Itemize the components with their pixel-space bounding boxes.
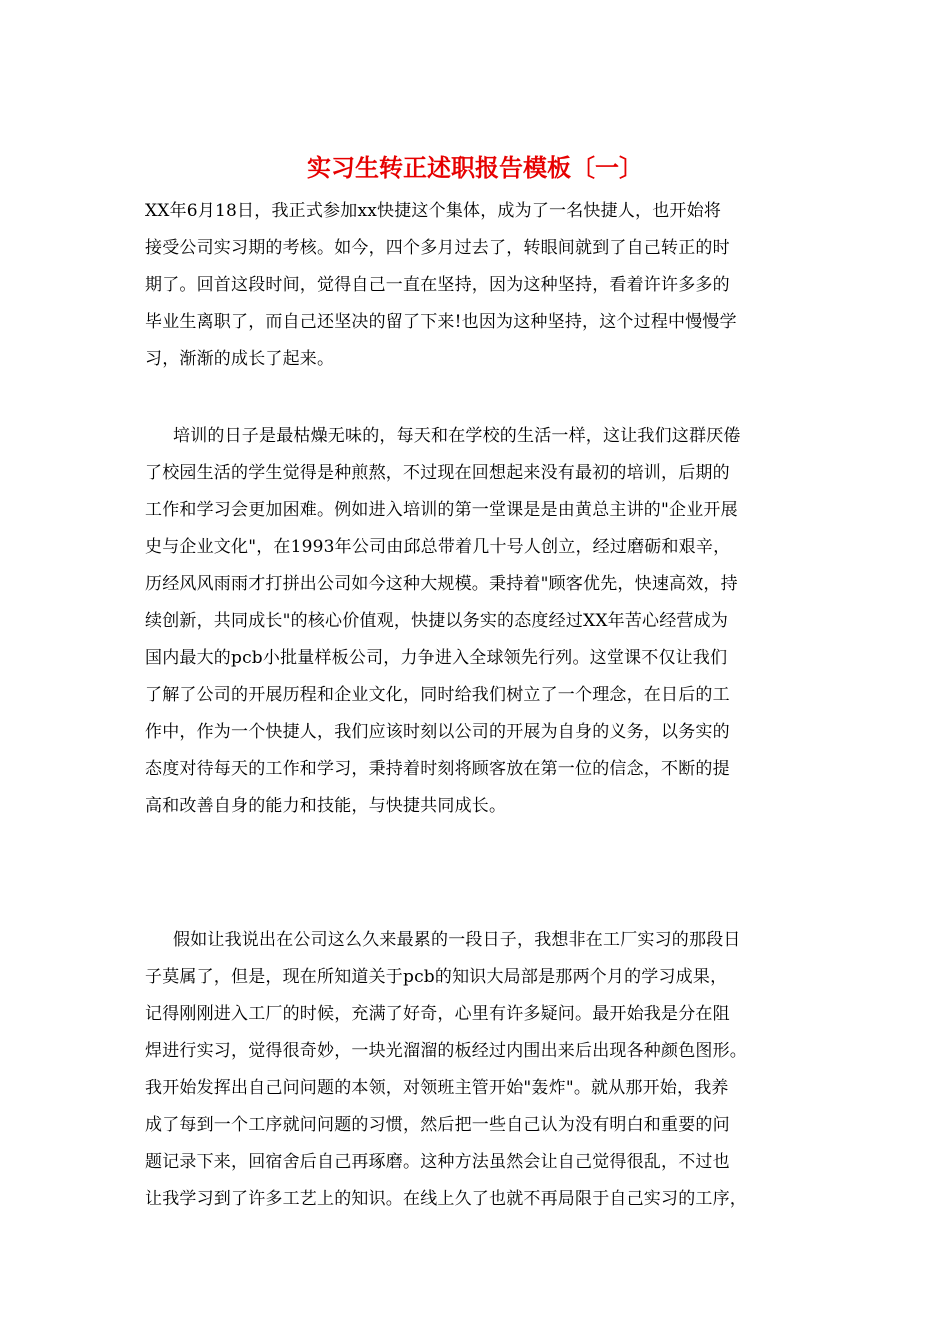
paragraph-line: 假如让我说出在公司这么久来最累的一段日子，我想非在工厂实习的那段日: [173, 930, 741, 950]
paragraph-line: 期了。回首这段时间，觉得自己一直在坚持，因为这种坚持，看着许许多多的: [145, 275, 730, 295]
paragraph-line: 史与企业文化"，在1993年公司由邱总带着几十号人创立，经过磨砺和艰辛，: [145, 537, 731, 557]
paragraph-line: 记得刚刚进入工厂的时候，充满了好奇，心里有许多疑问。最开始我是分在阻: [145, 1004, 730, 1024]
paragraph-line: 子莫属了，但是，现在所知道关于pcb的知识大局部是那两个月的学习成果，: [145, 967, 728, 987]
paragraph-line: 高和改善自身的能力和技能，与快捷共同成长。: [145, 796, 507, 816]
paragraph-line: 了解了公司的开展历程和企业文化，同时给我们树立了一个理念，在日后的工: [145, 685, 730, 705]
paragraph-line: 题记录下来，回宿舍后自己再琢磨。这种方法虽然会让自己觉得很乱，不过也: [145, 1152, 730, 1172]
paragraph-3: [145, 922, 815, 1218]
paragraph-1: [145, 193, 815, 378]
paragraph-line: 国内最大的pcb小批量样板公司，力争进入全球领先行列。这堂课不仅让我们: [145, 648, 728, 668]
paragraph-line: 习，渐渐的成长了起来。: [145, 349, 335, 369]
paragraph-line: 让我学习到了许多工艺上的知识。在线上久了也就不再局限于自己实习的工序，: [145, 1189, 747, 1209]
document-title: 实习生转正述职报告模板〔一〕: [307, 153, 643, 182]
paragraph-line: 培训的日子是最枯燥无味的，每天和在学校的生活一样，这让我们这群厌倦: [173, 426, 741, 446]
paragraph-line: 焊进行实习，觉得很奇妙，一块光溜溜的板经过内围出来后出现各种颜色图形。: [145, 1041, 747, 1061]
paragraph-line: XX年6月18日，我正式参加xx快捷这个集体，成为了一名快捷人，也开始将: [145, 201, 722, 221]
paragraph-line: 作中，作为一个快捷人，我们应该时刻以公司的开展为自身的义务，以务实的: [145, 722, 730, 742]
paragraph-line: 接受公司实习期的考核。如今，四个多月过去了，转眼间就到了自己转正的时: [145, 238, 730, 258]
paragraph-line: 续创新，共同成长"的核心价值观，快捷以务实的态度经过XX年苦心经营成为: [145, 611, 729, 631]
paragraph-line: 历经风风雨雨才打拼出公司如今这种大规模。秉持着"顾客优先，快速高效，持: [145, 574, 738, 594]
paragraph-2: [145, 418, 815, 825]
paragraph-line: 毕业生离职了，而自己还坚决的留了下来!也因为这种坚持，这个过程中慢慢学: [145, 312, 737, 332]
paragraph-line: 成了每到一个工序就问问题的习惯，然后把一些自己认为没有明白和重要的问: [145, 1115, 730, 1135]
paragraph-line: 工作和学习会更加困难。例如进入培训的第一堂课是是由黄总主讲的"企业开展: [145, 500, 738, 520]
paragraph-line: 了校园生活的学生觉得是种煎熬，不过现在回想起来没有最初的培训，后期的: [145, 463, 730, 483]
paragraph-line: 态度对待每天的工作和学习，秉持着时刻将顾客放在第一位的信念，不断的提: [145, 759, 730, 779]
paragraph-line: 我开始发挥出自己问问题的本领，对领班主管开始"轰炸"。就从那开始，我养: [145, 1078, 729, 1098]
